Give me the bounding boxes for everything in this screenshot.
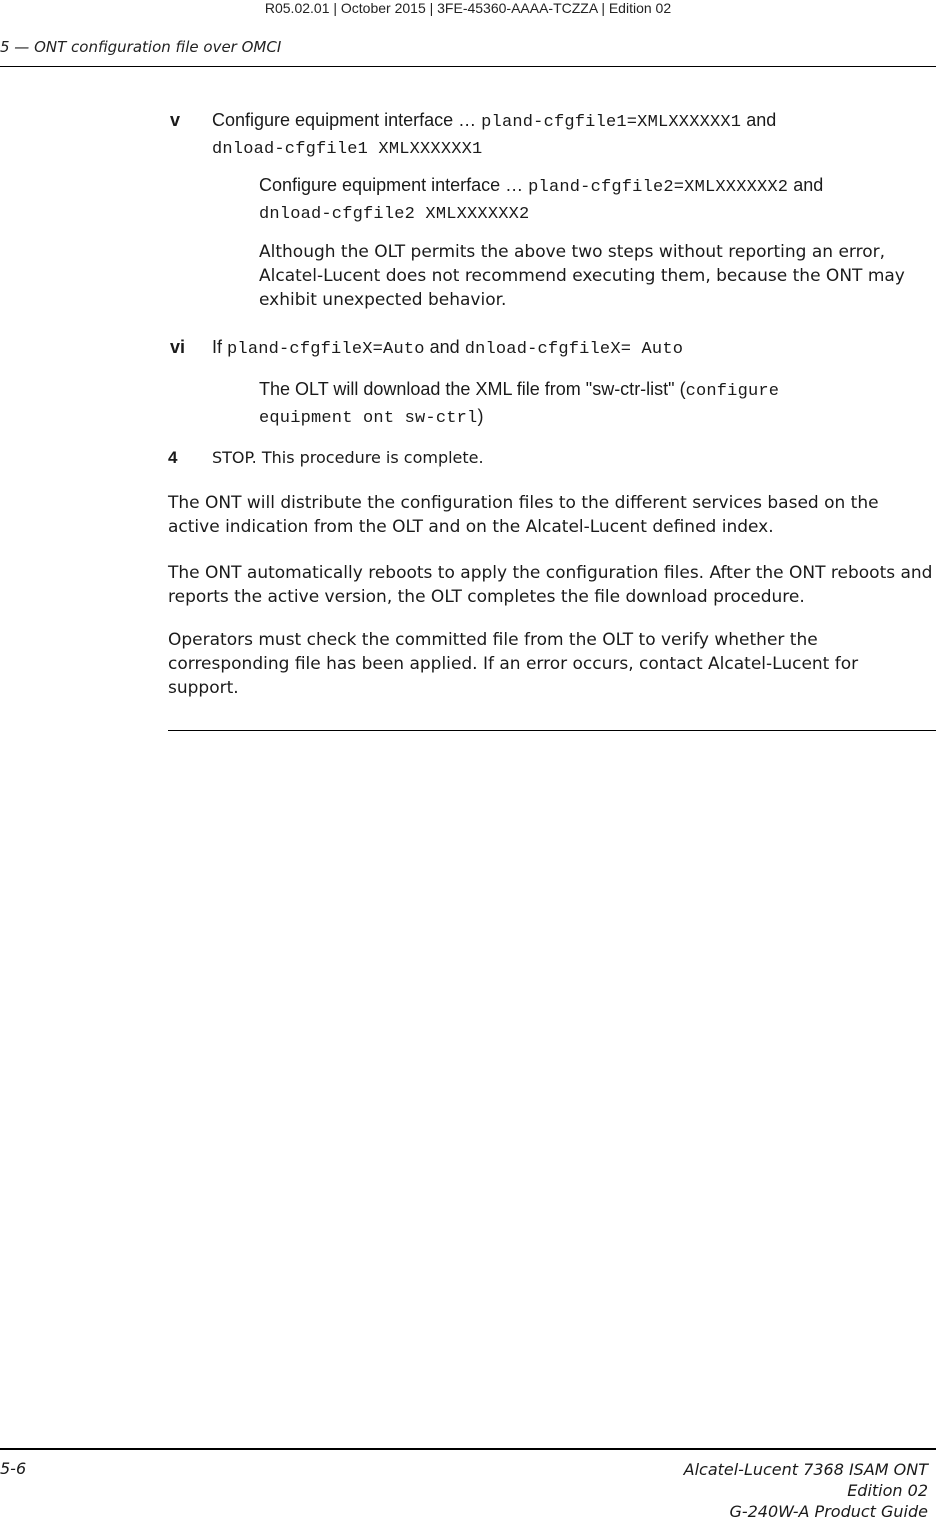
footer-rule <box>0 1448 936 1450</box>
step-text: STOP. This procedure is complete. <box>212 448 484 467</box>
code-snippet: pland-cfgfile1=XMLXXXXXX1 <box>481 113 742 132</box>
code-snippet: dnload-cfgfile2 XMLXXXXXX2 <box>259 205 530 224</box>
code-snippet: pland-cfgfileX=Auto <box>227 340 425 359</box>
body-paragraph: The ONT automatically reboots to apply the configuration files. After the ONT reboots and reports the active version, the OLT completes the file download procedure. <box>168 563 933 607</box>
substep-text: and <box>424 337 465 357</box>
code-snippet: configure <box>685 382 780 401</box>
substep-vi <box>170 335 932 362</box>
substep-text: Configure equipment interface … <box>212 110 482 130</box>
chapter-title: 5 — ONT configuration file over OMCI <box>0 38 282 56</box>
substep-marker: vi <box>170 337 186 357</box>
procedure-end-rule <box>168 730 936 731</box>
document-reference: R05.02.01 | October 2015 | 3FE-45360-AAAA-TCZZA | Edition 02 <box>264 0 672 16</box>
substep-text: ) <box>477 406 484 426</box>
substep-v-second <box>259 173 933 227</box>
header-rule <box>0 66 936 67</box>
substep-text: Configure equipment interface … <box>259 175 529 195</box>
code-snippet: dnload-cfgfileX= Auto <box>464 340 684 359</box>
substep-text: If <box>212 337 228 357</box>
substep-v-note: Although the OLT permits the above two steps without reporting an error, Alcatel-Lucent does not recommend executing them, because the ONT may exhibit unexpected behavior. <box>259 242 905 310</box>
footer-edition: Edition 02 <box>847 1481 928 1500</box>
footer-guide: G-240W-A Product Guide <box>729 1502 928 1521</box>
substep-v <box>170 108 932 162</box>
footer-product-info <box>684 1459 928 1522</box>
substep-marker: v <box>170 110 181 130</box>
substep-text: and <box>788 175 824 195</box>
code-snippet: equipment ont sw-ctrl <box>259 409 478 428</box>
substep-vi-detail <box>259 377 933 431</box>
step-number: 4 <box>168 448 178 467</box>
code-snippet: pland-cfgfile2=XMLXXXXXX2 <box>528 178 789 197</box>
body-paragraph: Operators must check the committed file from the OLT to verify whether the corresponding file has been applied. If an error occurs, contact Alcatel-Lucent for support. <box>168 630 859 698</box>
body-paragraph: The ONT will distribute the configuration files to the different services based on the active indication from the OLT and on the Alcatel-Lucent defined index. <box>168 493 879 537</box>
code-snippet: dnload-cfgfile1 XMLXXXXXX1 <box>212 140 483 159</box>
substep-text: and <box>741 110 777 130</box>
page-number: 5-6 <box>0 1459 27 1478</box>
substep-text: The OLT will download the XML file from "sw-ctr-list" ( <box>259 379 686 399</box>
footer-product: Alcatel-Lucent 7368 ISAM ONT <box>683 1460 928 1479</box>
